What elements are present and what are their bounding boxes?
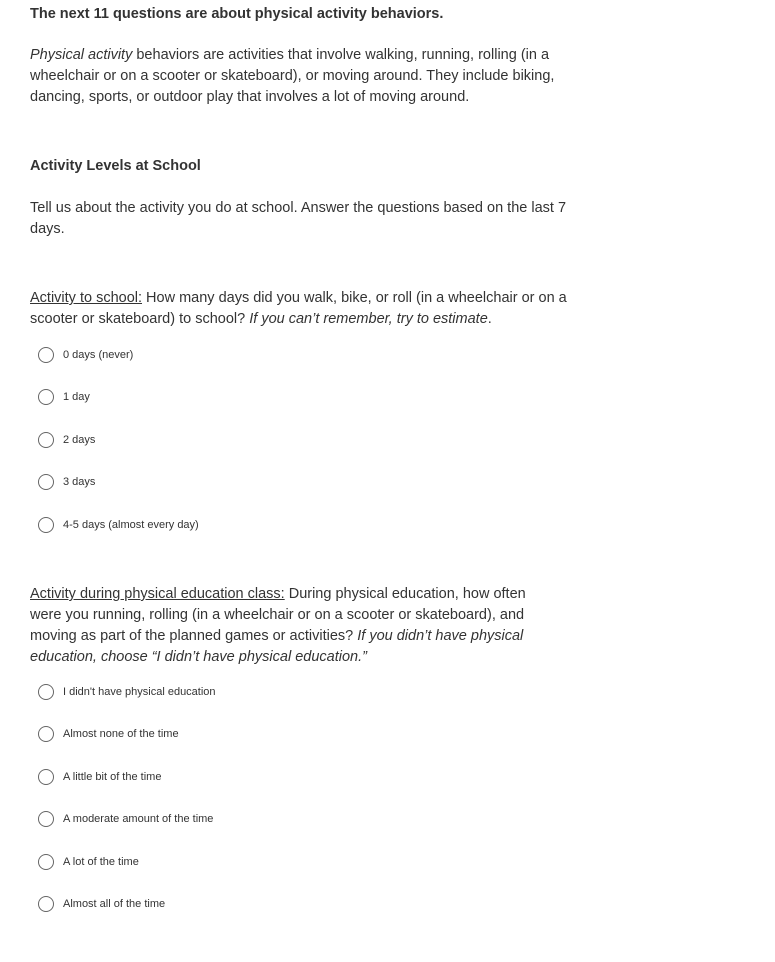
question-hint: If you didn’t have physical education, choose “I didn’t have physical education.”	[30, 628, 524, 665]
radio-option[interactable]	[38, 345, 133, 365]
question-activity-during-pe	[30, 584, 550, 668]
option-label[interactable]: Almost all of the time	[63, 898, 166, 910]
question-end: .	[487, 311, 492, 327]
radio-button[interactable]	[38, 854, 54, 870]
radio-button[interactable]	[38, 896, 54, 912]
question-text: During physical education, how often were you running, rolling (in a wheelchair or on a scooter or skateboard), and moving as part of the planned games or activities?	[30, 586, 526, 644]
intro-title: The next 11 questions are about physical activity behaviors.	[30, 6, 444, 22]
definition-term: Physical activity	[30, 47, 133, 63]
question-label: Activity during physical education class:	[30, 586, 285, 602]
radio-button[interactable]	[38, 389, 54, 405]
radio-button[interactable]	[38, 517, 54, 533]
option-label[interactable]: A lot of the time	[63, 856, 139, 868]
radio-option[interactable]	[38, 894, 165, 914]
section-title: Activity Levels at School	[30, 158, 201, 174]
radio-option[interactable]	[38, 767, 161, 787]
intro-definition	[30, 45, 580, 108]
question-label: Activity to school:	[30, 290, 143, 306]
radio-option[interactable]	[38, 430, 95, 450]
radio-button[interactable]	[38, 769, 54, 785]
radio-button[interactable]	[38, 811, 54, 827]
option-label[interactable]: 3 days	[63, 476, 96, 488]
radio-button[interactable]	[38, 684, 54, 700]
radio-option[interactable]	[38, 809, 213, 829]
radio-option[interactable]	[38, 852, 139, 872]
radio-option[interactable]	[38, 472, 95, 492]
option-label[interactable]: 1 day	[63, 391, 90, 403]
option-label[interactable]: A little bit of the time	[63, 771, 162, 783]
radio-button[interactable]	[38, 347, 54, 363]
option-label[interactable]: 0 days (never)	[63, 349, 134, 361]
question-hint: If you can’t remember, try to estimate	[249, 311, 488, 327]
radio-button[interactable]	[38, 432, 54, 448]
option-label[interactable]: Almost none of the time	[63, 728, 179, 740]
option-label[interactable]: 4-5 days (almost every day)	[63, 519, 199, 531]
radio-option[interactable]	[38, 387, 90, 407]
radio-button[interactable]	[38, 474, 54, 490]
question-text: How many days did you walk, bike, or roll (in a wheelchair or on a scooter or skateboard) to school?	[30, 290, 567, 327]
option-label[interactable]: I didn't have physical education	[63, 686, 216, 698]
question-activity-to-school	[30, 288, 580, 330]
section-description: Tell us about the activity you do at school. Answer the questions based on the last 7 days.	[30, 200, 567, 237]
radio-option[interactable]	[38, 682, 216, 702]
radio-option[interactable]	[38, 724, 179, 744]
radio-button[interactable]	[38, 726, 54, 742]
option-label[interactable]: A moderate amount of the time	[63, 813, 214, 825]
radio-option[interactable]	[38, 515, 199, 535]
option-label[interactable]: 2 days	[63, 434, 96, 446]
definition-text: behaviors are activities that involve walking, running, rolling (in a wheelchair or on a scooter or skateboard), or moving around. They include biking, dancing, sports, or outdoor play that involves a lot of moving around.	[30, 47, 555, 105]
